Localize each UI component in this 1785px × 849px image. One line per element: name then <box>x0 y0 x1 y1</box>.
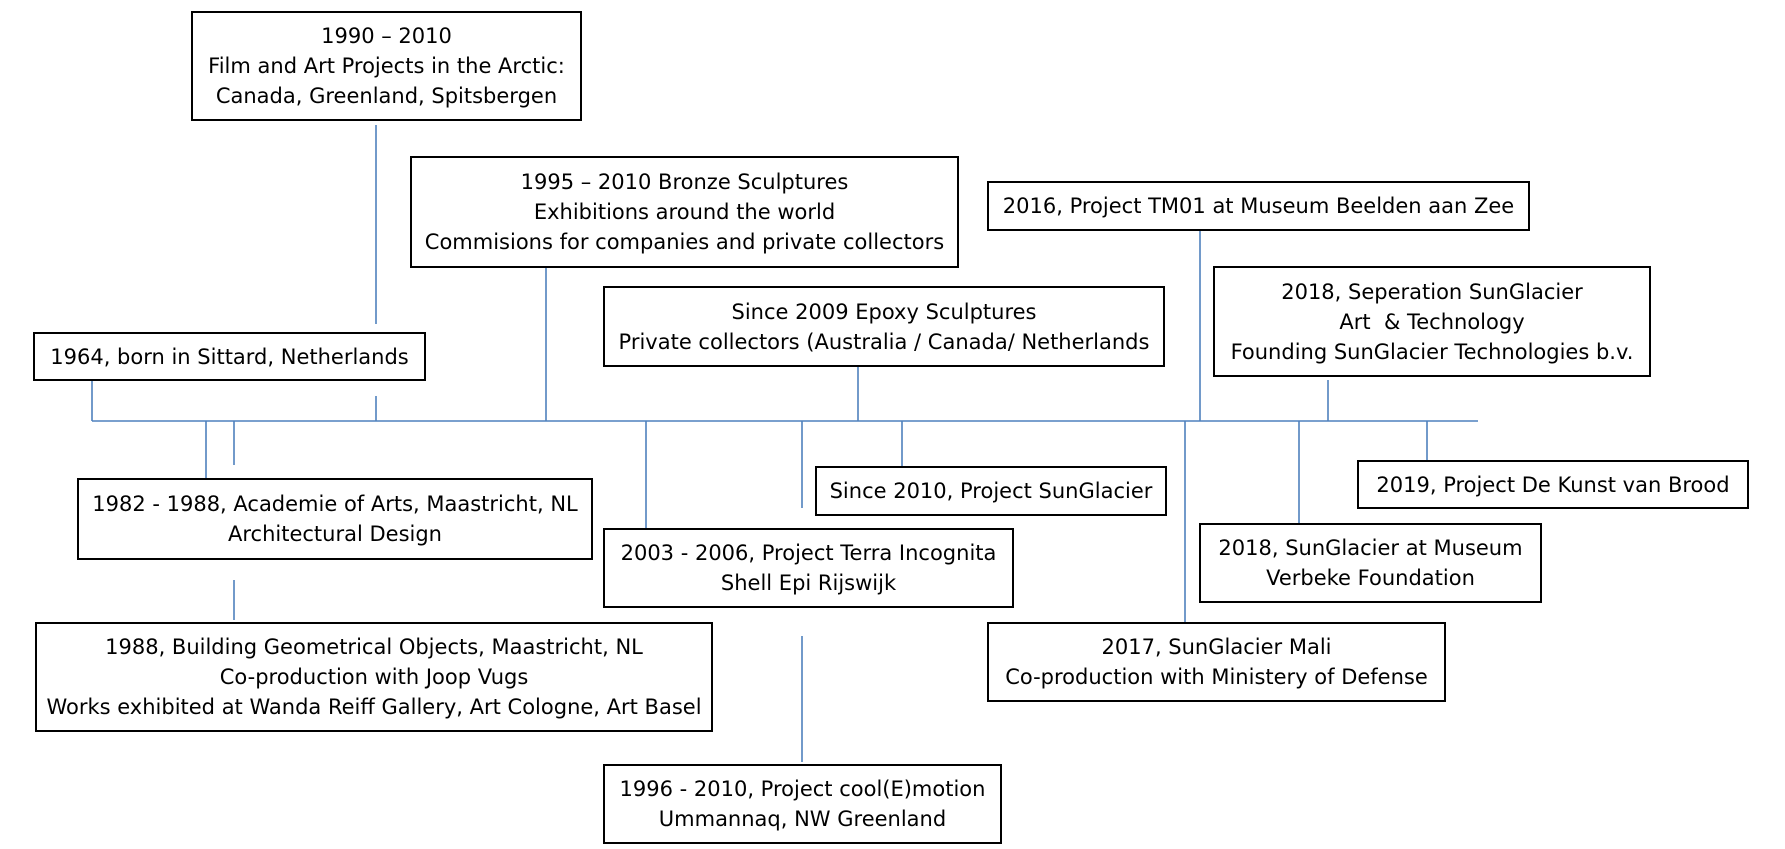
event-box-cool-emotion <box>603 764 1002 844</box>
event-text-line: 1995 – 2010 Bronze Sculptures <box>520 170 849 194</box>
event-box-sunglacier-mali <box>987 622 1446 702</box>
event-text-line: 2019, Project De Kunst van Brood <box>1376 472 1730 497</box>
event-text-line: 2018, Seperation SunGlacier <box>1281 279 1583 304</box>
event-text-line: Works exhibited at Wanda Reiff Gallery, Art Cologne, Art Basel <box>46 695 702 719</box>
event-text-line: 2017, SunGlacier Mali <box>1101 635 1332 659</box>
event-text-line: 2003 - 2006, Project Terra Incognita <box>620 541 997 565</box>
event-box-epoxy-sculptures <box>603 286 1165 367</box>
event-box-separation-sunglacier <box>1213 266 1651 377</box>
event-text-line: Ummannaq, NW Greenland <box>658 807 947 831</box>
event-text-line: Shell Epi Rijswijk <box>720 571 897 595</box>
event-box-bronze-sculptures <box>410 156 959 268</box>
event-box-academie-of-arts <box>77 478 593 560</box>
event-box-arctic-projects <box>191 11 582 121</box>
event-box-project-sunglacier <box>815 466 1167 516</box>
event-box-born-sittard <box>33 332 426 381</box>
event-text-line: Co-production with Ministery of Defense <box>1005 665 1428 689</box>
event-text-line: 2016, Project TM01 at Museum Beelden aan Zee <box>1002 194 1515 218</box>
event-box-project-tm01 <box>987 181 1530 231</box>
event-text-line: Founding SunGlacier Technologies b.v. <box>1230 339 1634 364</box>
event-text-line: 1990 – 2010 <box>321 24 452 48</box>
event-box-terra-incognita <box>603 528 1014 608</box>
event-text-line: Art & Technology <box>1339 309 1525 334</box>
event-box-kunst-van-brood <box>1357 460 1749 509</box>
event-text-line: 1964, born in Sittard, Netherlands <box>50 344 409 369</box>
event-text-line: Private collectors (Australia / Canada/ Netherlands <box>618 329 1150 354</box>
event-text-line: Film and Art Projects in the Arctic: <box>208 54 565 78</box>
event-box-geometrical-objects <box>35 622 713 732</box>
event-text-line: Commisions for companies and private collectors <box>424 230 945 254</box>
event-text-line: Since 2009 Epoxy Sculptures <box>731 299 1037 324</box>
event-text-line: Verbeke Foundation <box>1266 566 1475 590</box>
event-text-line: Canada, Greenland, Spitsbergen <box>215 84 558 108</box>
event-text-line: Architectural Design <box>228 522 442 546</box>
event-box-verbeke-foundation <box>1199 523 1542 603</box>
event-text-line: 1982 - 1988, Academie of Arts, Maastricht, NL <box>92 492 578 516</box>
event-text-line: 2018, SunGlacier at Museum <box>1218 536 1523 560</box>
event-text-line: Co-production with Joop Vugs <box>219 665 529 689</box>
event-text-line: Since 2010, Project SunGlacier <box>829 479 1153 503</box>
event-text-line: 1988, Building Geometrical Objects, Maastricht, NL <box>105 635 643 659</box>
event-text-line: Exhibitions around the world <box>533 200 836 224</box>
event-text-line: 1996 - 2010, Project cool(E)motion <box>619 777 986 801</box>
